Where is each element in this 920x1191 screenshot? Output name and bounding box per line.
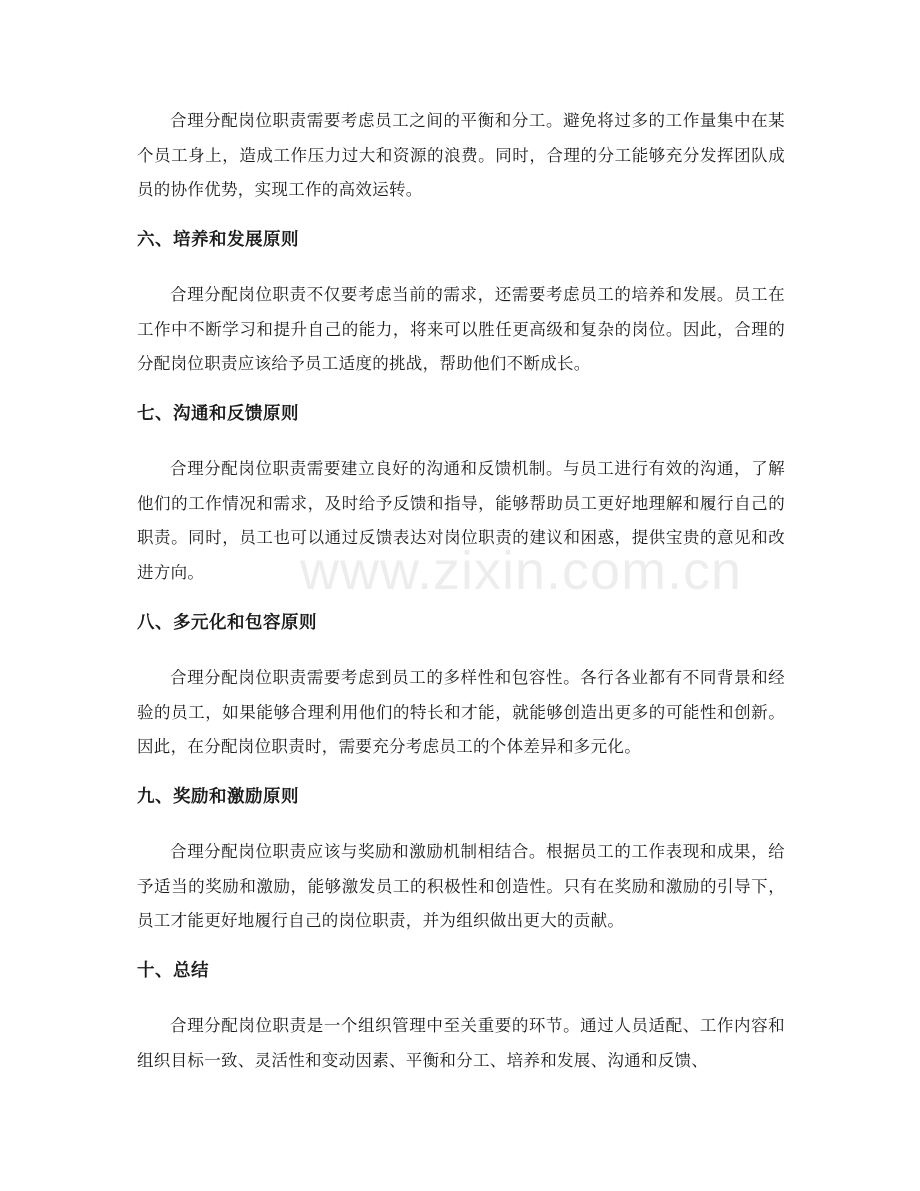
heading-incentive: 九、奖励和激励原则 — [137, 787, 299, 807]
heading-training: 六、培养和发展原则 — [137, 230, 299, 250]
paragraph-communication: 合理分配岗位职责需要建立良好的沟通和反馈机制。与员工进行有效的沟通，了解他们的工作情况和需求，及时给予反馈和指导，能够帮助员工更好地理解和履行自己的职责。同时，员工也可以通过反馈表达对岗位职责的建议和困惑，提供宝贵的意见和改进方向。 — [137, 459, 785, 582]
paragraph-incentive: 合理分配岗位职责应该与奖励和激励机制相结合。根据员工的工作表现和成果，给予适当的奖励和激励，能够激发员工的积极性和创造性。只有在奖励和激励的引导下，员工才能更好地履行自己的岗位职责，并为组织做出更大的贡献。 — [137, 842, 785, 930]
paragraph-summary: 合理分配岗位职责是一个组织管理中至关重要的环节。通过人员适配、工作内容和组织目标一致、灵活性和变动因素、平衡和分工、培养和发展、沟通和反馈、 — [137, 1016, 785, 1070]
heading-communication: 七、沟通和反馈原则 — [137, 404, 299, 424]
watermark: www.zixin.com.cn — [300, 541, 743, 601]
paragraph-balance: 合理分配岗位职责需要考虑员工之间的平衡和分工。避免将过多的工作量集中在某个员工身上，造成工作压力过大和资源的浪费。同时，合理的分工能够充分发挥团队成员的协作优势，实现工作的高效运转。 — [137, 111, 785, 199]
paragraph-diversity: 合理分配岗位职责需要考虑到员工的多样性和包容性。各行各业都有不同背景和经验的员工，如果能够合理利用他们的特长和才能，就能够创造出更多的可能性和创新。因此，在分配岗位职责时，需要充分考虑员工的个体差异和多元化。 — [137, 668, 785, 756]
paragraph-training: 合理分配岗位职责不仅要考虑当前的需求，还需要考虑员工的培养和发展。员工在工作中不断学习和提升自己的能力，将来可以胜任更高级和复杂的岗位。因此，合理的分配岗位职责应该给予员工适度的挑战，帮助他们不断成长。 — [137, 285, 785, 373]
heading-diversity: 八、多元化和包容原则 — [137, 613, 317, 633]
heading-summary: 十、总结 — [137, 961, 209, 981]
